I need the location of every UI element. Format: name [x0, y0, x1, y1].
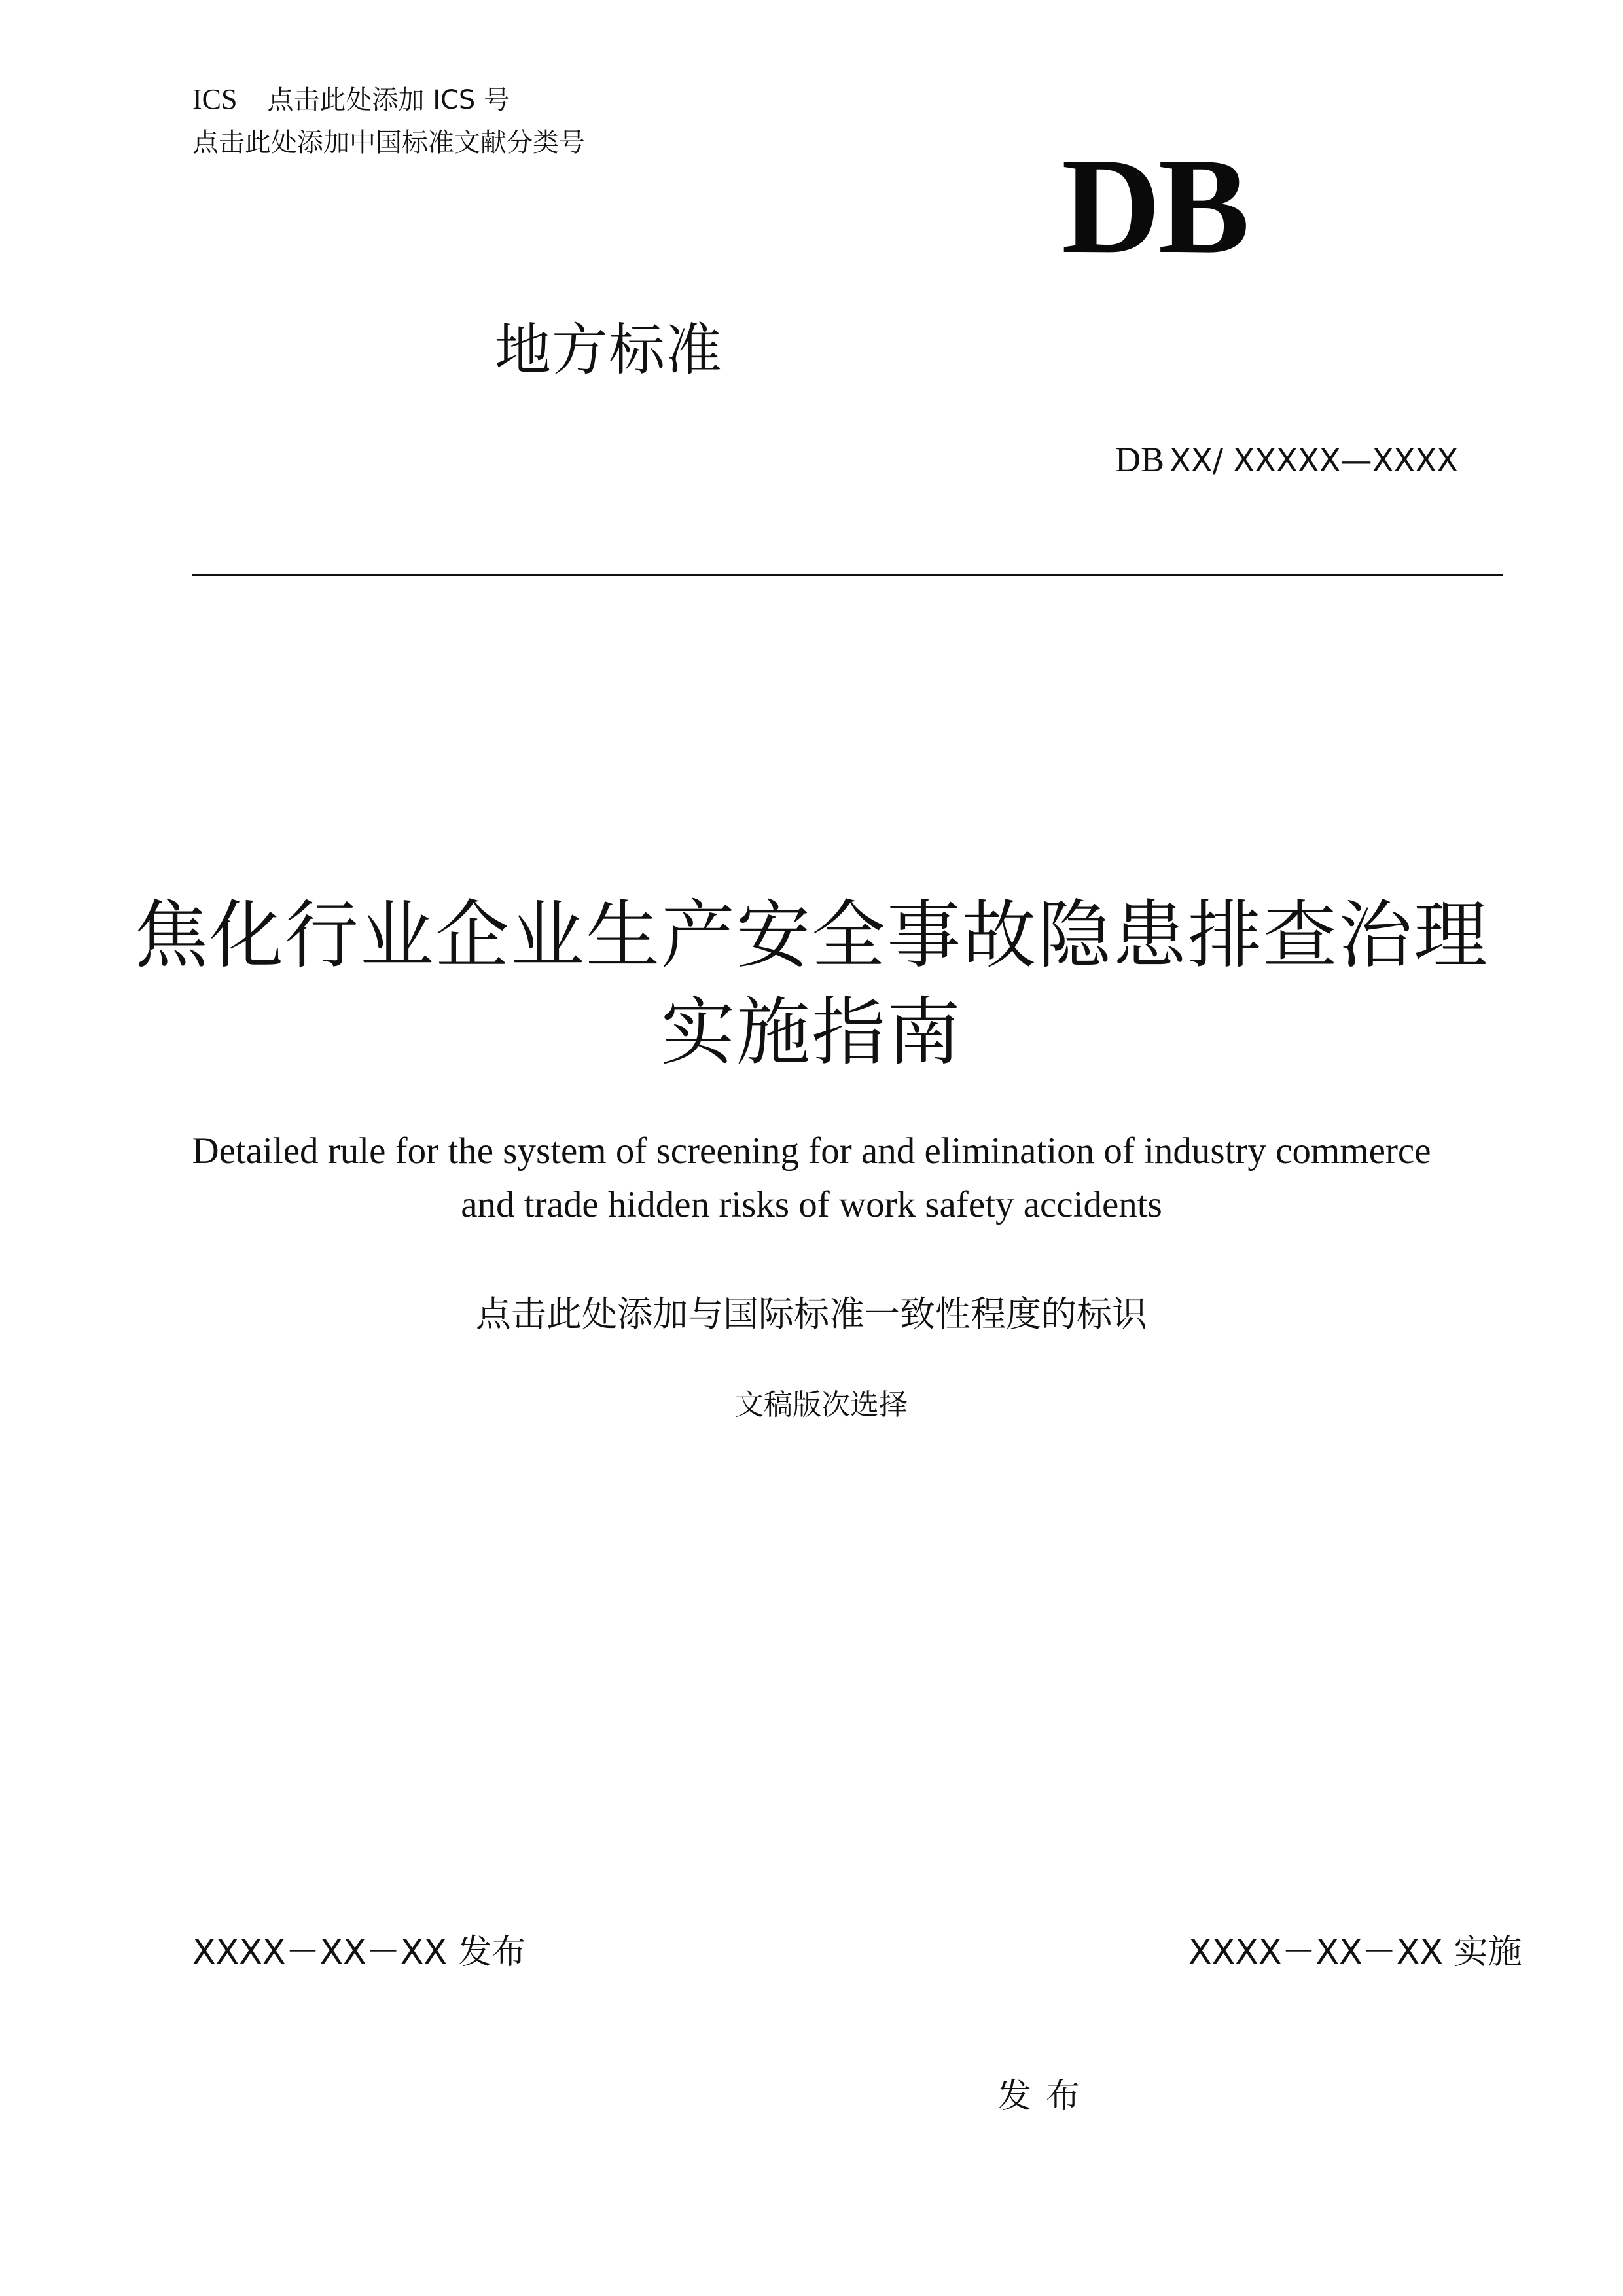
english-title — [0, 1124, 1623, 1232]
standard-number-value[interactable]: XX/ XXXXX—XXXX — [1169, 442, 1459, 479]
standard-number-prefix: DB — [1115, 440, 1165, 479]
english-title-line-1: Detailed rule for the system of screening for and elimination of industry commerce — [192, 1130, 1431, 1172]
chinese-title-line-1: 焦化行业企业生产安全事故隐患排查治理 — [134, 892, 1489, 978]
ics-label: ICS — [192, 83, 238, 115]
ics-placeholder[interactable]: 点击此处添加 ICS 号 — [267, 85, 510, 115]
db-logo: DB — [1061, 130, 1247, 282]
publisher-line: 发布 — [997, 2077, 1095, 2116]
consistency-placeholder[interactable]: 点击此处添加与国际标准一致性程度的标识 — [476, 1293, 1147, 1335]
chinese-title — [0, 887, 1623, 1081]
chinese-title-line-2: 实施指南 — [661, 989, 962, 1075]
standard-number — [1115, 440, 1458, 480]
ics-number-line — [192, 84, 510, 116]
ccs-classification-placeholder[interactable]: 点击此处添加中国标准文献分类号 — [192, 128, 585, 158]
english-title-line-2: and trade hidden risks of work safety accidents — [461, 1184, 1162, 1225]
draft-version-selector[interactable]: 文稿版次选择 — [735, 1388, 908, 1422]
standard-kind-heading: 地方标准 — [495, 317, 722, 383]
publish-date: XXXX－XX－XX 发布 — [192, 1933, 526, 1972]
header-divider — [192, 574, 1503, 576]
implementation-date: XXXX－XX－XX 实施 — [1188, 1933, 1522, 1972]
